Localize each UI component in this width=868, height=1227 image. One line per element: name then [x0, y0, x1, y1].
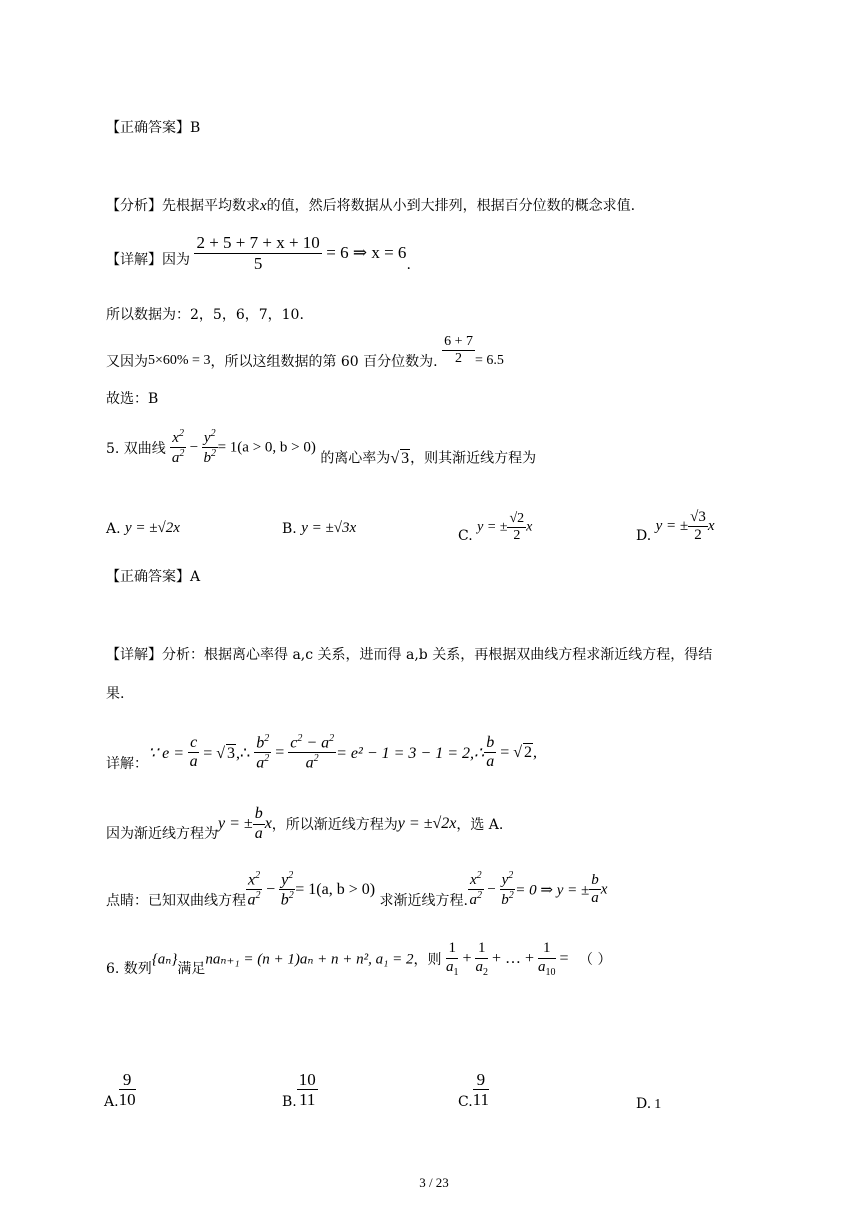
tip-line: 点睛：已知双曲线方程 $\frac{x^2}{a^2}$ − $\frac{y^2}{b^2}$ = 1(a, b > 0) 求渐近线方程. $\frac{x^2}{a^2}$ − $\frac{y^2}{b^2}$ = 0 ⇒ y = ± $\frac{b}{a}$ x — [106, 869, 608, 909]
q6-option-c[interactable]: C. $\frac{9}{11}$ — [458, 1069, 490, 1110]
q6-option-d[interactable]: D. 1 — [636, 1096, 662, 1112]
hyperbola-y-term: $\frac{y^2}{b^2}$ — [203, 428, 216, 467]
hyperbola-x-term: $\frac{x^2}{a^2}$ — [171, 428, 185, 467]
choose-1: 故选：B — [106, 391, 159, 407]
detail-2-line-2: 果. — [106, 686, 125, 702]
q6-option-b[interactable]: B. $\frac{10}{11}$ — [282, 1069, 316, 1110]
q5-option-a[interactable]: A. y = ±√2x — [106, 520, 180, 537]
q6-option-a[interactable]: A. $\frac{9}{10}$ — [104, 1069, 136, 1110]
mean-fraction: $\frac{2 + 5 + 7 + x + 10}{5}$ — [196, 233, 320, 273]
detail-2-line-1: 【详解】分析：根据离心率得 a,c 关系，进而得 a,b 关系，再根据双曲线方程求渐近线方程，得结 — [106, 647, 713, 663]
page-number: 3 / 23 — [419, 1175, 449, 1190]
q5-option-c[interactable]: C. y = ± $\frac{√2}{2}$ x — [458, 510, 533, 544]
asymptote-line: 因为渐近线方程为y = ± $\frac{b}{a}$ x，所以渐近线方程为y = ±√2x，选 A. — [106, 805, 504, 842]
detail-1: 【详解】因为 $\frac{2 + 5 + 7 + x + 10}{5}$ = 6 ⇒ x = 6. — [106, 233, 411, 274]
q5-option-b[interactable]: B. y = ±√3x — [282, 520, 357, 537]
detail-2-equation: 详解：∵ e = $\frac{c}{a}$ = √ 3,∴ $\frac{b^2}{a^2}$ = $\frac{c^2 - a^2}{a^2}$ = e² − 1 = 3 − 1 = 2,∴ $\frac{b}{a}$ = √ 2, — [106, 732, 537, 772]
correct-answer-1: 【正确答案】B — [106, 120, 201, 136]
question-6: 6. 数列{aₙ}满足naₙ₊₁ = (n + 1)aₙ + n + n², a₁ = 2，则 $\frac{1}{a_1}$ + $\frac{1}{a_2}$ + … + $\frac{1}{a_{10}}$ = （ ） — [106, 940, 612, 978]
question-5: 5. 双曲线 $\frac{x^2}{a^2}$ − $\frac{y^2}{b^2}$ = 1(a > 0, b > 0) 的离心率为√ 3，则其渐近线方程为 — [106, 428, 537, 467]
q5-option-d[interactable]: D. y = ± $\frac{√3}{2}$ x — [636, 508, 715, 544]
correct-answer-2: 【正确答案】A — [106, 569, 201, 585]
percentile-line: 又因为5×60% = 3，所以这组数据的第 60 百分位数为. $\frac{6 + 7}{2}$ = 6.5 — [106, 334, 504, 371]
analysis-1: 【分析】先根据平均数求x的值，然后将数据从小到大排列，根据百分位数的概念求值. — [106, 198, 636, 214]
percentile-fraction: $\frac{6 + 7}{2}$ — [444, 334, 473, 367]
data-list: 所以数据为：2，5，6，7，10. — [106, 307, 304, 323]
